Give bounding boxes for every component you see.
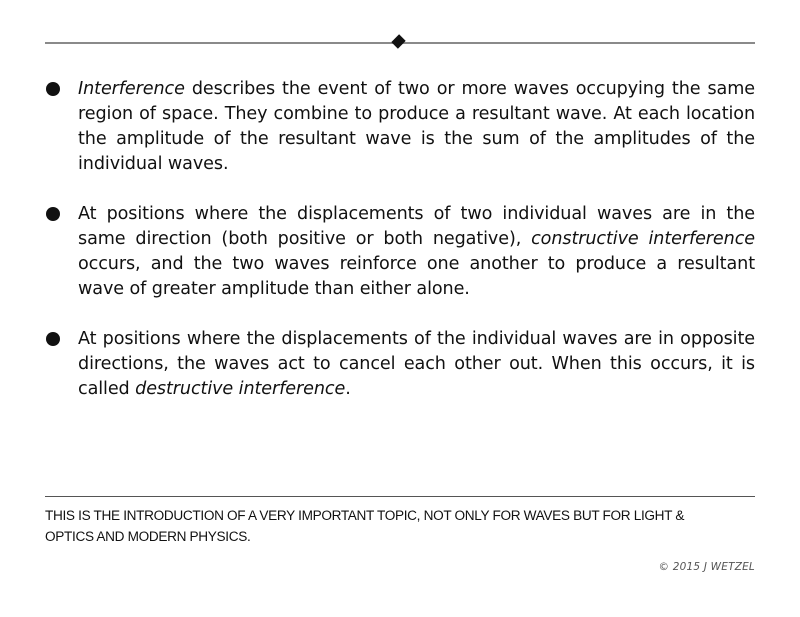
bullet-text: At positions where the displacements of the individual waves are in opposite directions, the waves act to cancel each other out. When this occurs, it is called <box>78 329 755 399</box>
bullet-list <box>45 77 755 427</box>
bullet-dot-icon <box>46 207 60 221</box>
bullet-destructive-interference <box>45 327 755 402</box>
bullet-dot-icon <box>46 332 60 346</box>
footer-divider <box>45 496 755 497</box>
bullet-constructive-interference <box>45 202 755 302</box>
bullet-dot-icon <box>46 82 60 96</box>
bullet-text: describes the event of two or more waves occupying the same region of space. They combine to produce a resultant wave. At each location the amplitude of the resultant wave is the sum of the amplitudes of the individual waves. <box>78 79 755 174</box>
copyright: © 2015 J WETZEL <box>658 561 755 573</box>
footnote: THIS IS THE INTRODUCTION OF A VERY IMPORTANT TOPIC, NOT ONLY FOR WAVES BUT FOR LIGHT & OPTICS AND MODERN PHYSICS. <box>45 508 685 545</box>
bullet-interference-definition <box>45 77 755 177</box>
bullet-text: . <box>345 379 351 399</box>
bullet-text: occurs, and the two waves reinforce one another to produce a resultant wave of greater amplitude than either alone. <box>78 254 755 299</box>
term-destructive-interference: destructive interference <box>135 379 346 399</box>
term-interference: Interference <box>78 79 185 99</box>
term-constructive-interference: constructive interference <box>531 229 756 249</box>
bullet-text: At positions where the displacements of two individual waves are in the same direction (both positive or both negative), <box>78 204 755 249</box>
diamond-icon <box>391 34 405 48</box>
